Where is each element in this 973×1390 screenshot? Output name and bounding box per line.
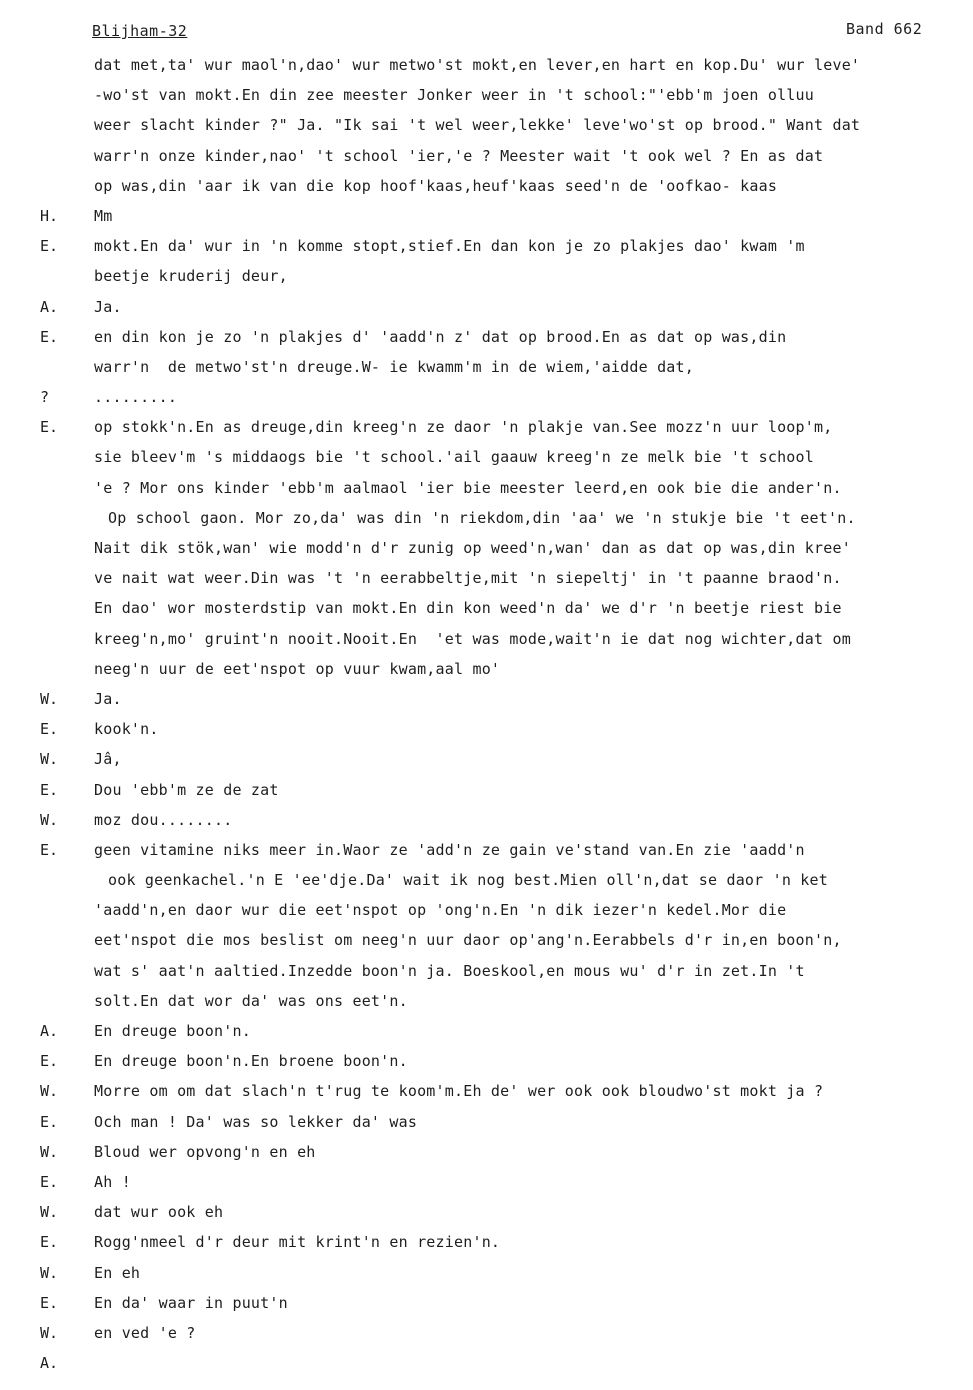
utterance-text: Ah !	[94, 1172, 131, 1191]
utterance-text: solt.En dat wor da' was ons eet'n.	[94, 991, 408, 1010]
utterance-text: 'aadd'n,en daor wur die eet'nspot op 'ong'n.En 'n dik iezer'n kedel.Mor die	[94, 901, 787, 920]
transcript-line	[0, 714, 973, 744]
utterance-text: En eh	[94, 1263, 141, 1282]
utterance-text: dat met,ta' wur maol'n,dao' wur metwo'st mokt,en lever,en hart en kop.Du' wur leve'	[94, 56, 861, 74]
utterance-text: op was,din 'aar ik van die kop hoof'kaas,heuf'kaas seed'n de 'oofkao- kaas	[94, 176, 778, 195]
transcript-line	[0, 1348, 973, 1378]
transcript-line	[0, 956, 973, 986]
transcript-line	[0, 744, 973, 774]
utterance-text: en ved 'e ?	[94, 1323, 196, 1342]
speaker-label: E.	[40, 1052, 59, 1071]
transcript-line	[0, 442, 973, 472]
utterance-text: En dreuge boon'n.	[94, 1022, 251, 1040]
utterance-text: en din kon je zo 'n plakjes d' 'aadd'n z' dat op brood.En as dat op was,din	[94, 327, 787, 346]
utterance-text: op stokk'n.En as dreuge,din kreeg'n ze daor 'n plakje van.See mozz'n uur loop'm,	[94, 418, 833, 437]
utterance-text: Bloud wer opvong'n en eh	[94, 1142, 316, 1161]
transcript-line	[0, 624, 973, 654]
utterance-text: Jâ,	[94, 750, 122, 769]
utterance-text: Op school gaon. Mor zo,da' was din 'n riekdom,din 'aa' we 'n stukje bie 't eet'n.	[108, 508, 856, 527]
transcript-line	[0, 80, 973, 110]
transcript-line	[0, 1288, 973, 1318]
utterance-text: kreeg'n,mo' gruint'n nooit.Nooit.En 'et was mode,wait'n ie dat nog wichter,dat om	[94, 629, 851, 648]
transcript-body	[0, 50, 973, 1378]
speaker-label: W.	[40, 1082, 59, 1101]
utterance-text: -wo'st van mokt.En din zee meester Jonker weer in 't school:"'ebb'm joen olluu	[94, 86, 814, 105]
utterance-text: Och man ! Da' was so lekker da' was	[94, 1112, 418, 1131]
speaker-label: E.	[40, 1233, 59, 1252]
utterance-text: warr'n onze kinder,nao' 't school 'ier,'e ? Meester wait 't ook wel ? En as dat	[94, 146, 824, 165]
transcript-line	[0, 1046, 973, 1076]
utterance-text: ve nait wat weer.Din was 't 'n eerabbeltje,mit 'n siepeltj' in 't paanne braod'n.	[94, 569, 842, 588]
speaker-label: E.	[40, 418, 59, 437]
utterance-text: Ja.	[94, 689, 122, 708]
transcript-line	[0, 171, 973, 201]
utterance-text: Morre om om dat slach'n t'rug te koom'm.Eh de' wer ook ook bloudwo'st mokt ja ?	[94, 1082, 824, 1101]
transcript-line	[0, 322, 973, 352]
speaker-label: W.	[40, 810, 59, 829]
transcript-line	[0, 805, 973, 835]
transcript-line	[0, 1137, 973, 1167]
utterance-text: Mm	[94, 206, 113, 225]
speaker-label: W.	[40, 1323, 59, 1342]
transcript-line	[0, 925, 973, 955]
speaker-label: W.	[40, 750, 59, 769]
transcript-line	[0, 865, 973, 895]
transcript-line	[0, 1258, 973, 1288]
transcript-line	[0, 473, 973, 503]
utterance-text: 'e ? Mor ons kinder 'ebb'm aalmaol 'ier bie meester leerd,en ook bie die ander'n.	[94, 478, 842, 497]
utterance-text: .........	[94, 388, 178, 407]
speaker-label: ?	[40, 388, 50, 407]
speaker-label: E.	[40, 1293, 59, 1312]
utterance-text: ook geenkachel.'n E 'ee'dje.Da' wait ik nog best.Mien oll'n,dat se daor 'n ket	[108, 871, 828, 890]
transcript-line	[0, 563, 973, 593]
speaker-label: W.	[40, 1203, 59, 1222]
transcript-line	[0, 261, 973, 291]
speaker-label: E.	[40, 780, 59, 799]
transcript-line	[0, 1227, 973, 1257]
transcript-line	[0, 1107, 973, 1137]
utterance-text: dat wur ook eh	[94, 1203, 224, 1222]
utterance-text: sie bleev'm 's middaogs bie 't school.'ail gaauw kreeg'n ze melk bie 't school	[94, 448, 814, 467]
speaker-label: E.	[40, 1172, 59, 1191]
transcript-line	[0, 503, 973, 533]
transcript-line	[0, 775, 973, 805]
utterance-text: moz dou........	[94, 810, 233, 829]
utterance-text: mokt.En da' wur in 'n komme stopt,stief.En dan kon je zo plakjes dao' kwam 'm	[94, 237, 805, 256]
transcript-line	[0, 1318, 973, 1348]
speaker-label: E.	[40, 840, 59, 859]
speaker-label: A.	[40, 297, 59, 316]
utterance-text: kook'n.	[94, 720, 159, 739]
utterance-text: Rogg'nmeel d'r deur mit krint'n en rezien'n.	[94, 1233, 501, 1252]
transcript-line	[0, 1076, 973, 1106]
utterance-text: beetje kruderij deur,	[94, 267, 288, 286]
transcript-line	[0, 1016, 973, 1046]
transcript-line	[0, 50, 973, 80]
transcript-line	[0, 141, 973, 171]
transcript-line	[0, 684, 973, 714]
transcript-line	[0, 533, 973, 563]
transcript-line	[0, 110, 973, 140]
utterance-text: geen vitamine niks meer in.Waor ze 'add'n ze gain ve'stand van.En zie 'aadd'n	[94, 840, 805, 859]
tape-number: Band 662	[846, 20, 923, 38]
transcript-line	[0, 1197, 973, 1227]
speaker-label: W.	[40, 1142, 59, 1161]
utterance-text: warr'n de metwo'st'n dreuge.W- ie kwamm'm in de wiem,'aidde dat,	[94, 357, 694, 376]
transcript-line	[0, 835, 973, 865]
utterance-text: eet'nspot die mos beslist om neeg'n uur daor op'ang'n.Eerabbels d'r in,en boon'n,	[94, 931, 842, 950]
utterance-text: En da' waar in puut'n	[94, 1293, 288, 1312]
speaker-label: E.	[40, 327, 59, 346]
transcript-line	[0, 593, 973, 623]
transcript-line	[0, 292, 973, 322]
speaker-label: A.	[40, 1022, 59, 1040]
speaker-label: W.	[40, 1263, 59, 1282]
transcript-line	[0, 231, 973, 261]
utterance-text: weer slacht kinder ?" Ja. "Ik sai 't wel weer,lekke' leve'wo'st op brood." Want dat	[94, 116, 861, 135]
speaker-label: E.	[40, 720, 59, 739]
transcript-line	[0, 201, 973, 231]
speaker-label: E.	[40, 1112, 59, 1131]
utterance-text: neeg'n uur de eet'nspot op vuur kwam,aal mo'	[94, 659, 501, 678]
transcript-line	[0, 382, 973, 412]
utterance-text: wat s' aat'n aaltied.Inzedde boon'n ja. Boeskool,en mous wu' d'r in zet.In 't	[94, 961, 805, 980]
speaker-label: W.	[40, 689, 59, 708]
document-id: Blijham-32	[92, 22, 188, 40]
utterance-text: Dou 'ebb'm ze de zat	[94, 780, 279, 799]
speaker-label: E.	[40, 237, 59, 256]
speaker-label: H.	[40, 206, 59, 225]
utterance-text: Nait dik stök,wan' wie modd'n d'r zunig op weed'n,wan' dan as dat op was,din kree'	[94, 539, 851, 557]
transcript-line	[0, 654, 973, 684]
transcript-line	[0, 986, 973, 1016]
transcript-line	[0, 352, 973, 382]
speaker-label: A.	[40, 1354, 59, 1373]
transcript-line	[0, 412, 973, 442]
utterance-text: En dao' wor mosterdstip van mokt.En din kon weed'n da' we d'r 'n beetje riest bie	[94, 599, 842, 618]
utterance-text: Ja.	[94, 297, 122, 316]
utterance-text: En dreuge boon'n.En broene boon'n.	[94, 1052, 408, 1071]
transcript-line	[0, 1167, 973, 1197]
transcript-line	[0, 895, 973, 925]
